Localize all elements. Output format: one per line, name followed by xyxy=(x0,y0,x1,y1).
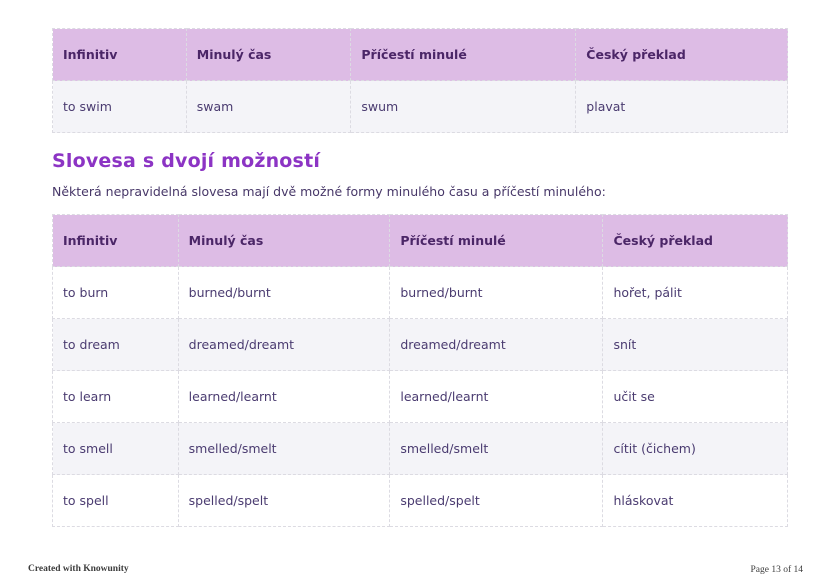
table-cell: burned/burnt xyxy=(390,267,603,319)
table-cell: smelled/smelt xyxy=(178,423,390,475)
table-cell: dreamed/dreamt xyxy=(178,319,390,371)
column-header-cesky-preklad: Český překlad xyxy=(576,29,788,81)
table-cell: learned/learnt xyxy=(178,371,390,423)
table-cell: to spell xyxy=(53,475,179,527)
verb-table-top xyxy=(52,28,788,133)
table-cell: to smell xyxy=(53,423,179,475)
table-cell: swam xyxy=(186,81,351,133)
footer-branding: Created with Knowunity xyxy=(28,564,129,574)
column-header-infinitiv: Infinitiv xyxy=(53,29,187,81)
table-cell: hořet, pálit xyxy=(603,267,788,319)
table-header-row xyxy=(53,215,788,267)
table-row xyxy=(53,81,788,133)
section-heading: Slovesa s dvojí možností xyxy=(52,150,321,172)
column-header-pricesti-minule: Příčestí minulé xyxy=(390,215,603,267)
table-cell: hláskovat xyxy=(603,475,788,527)
table-row xyxy=(53,371,788,423)
page-number: Page 13 of 14 xyxy=(750,565,803,575)
column-header-cesky-preklad: Český překlad xyxy=(603,215,788,267)
table-cell: swum xyxy=(351,81,576,133)
column-header-minuly-cas: Minulý čas xyxy=(186,29,351,81)
table-row xyxy=(53,423,788,475)
table-cell: to swim xyxy=(53,81,187,133)
table-cell: dreamed/dreamt xyxy=(390,319,603,371)
table-cell: to burn xyxy=(53,267,179,319)
table-cell: učit se xyxy=(603,371,788,423)
section-description: Některá nepravidelná slovesa mají dvě možné formy minulého času a příčestí minulého: xyxy=(52,184,606,199)
table-row xyxy=(53,267,788,319)
table-cell: spelled/spelt xyxy=(390,475,603,527)
table-cell: to dream xyxy=(53,319,179,371)
table-cell: plavat xyxy=(576,81,788,133)
column-header-infinitiv: Infinitiv xyxy=(53,215,179,267)
verb-table-double-forms xyxy=(52,214,788,527)
table-cell: smelled/smelt xyxy=(390,423,603,475)
table-header-row xyxy=(53,29,788,81)
column-header-pricesti-minule: Příčestí minulé xyxy=(351,29,576,81)
table-cell: to learn xyxy=(53,371,179,423)
table-cell: spelled/spelt xyxy=(178,475,390,527)
table-cell: learned/learnt xyxy=(390,371,603,423)
column-header-minuly-cas: Minulý čas xyxy=(178,215,390,267)
table-row xyxy=(53,319,788,371)
table-cell: cítit (čichem) xyxy=(603,423,788,475)
table-row xyxy=(53,475,788,527)
table-cell: burned/burnt xyxy=(178,267,390,319)
table-cell: snít xyxy=(603,319,788,371)
